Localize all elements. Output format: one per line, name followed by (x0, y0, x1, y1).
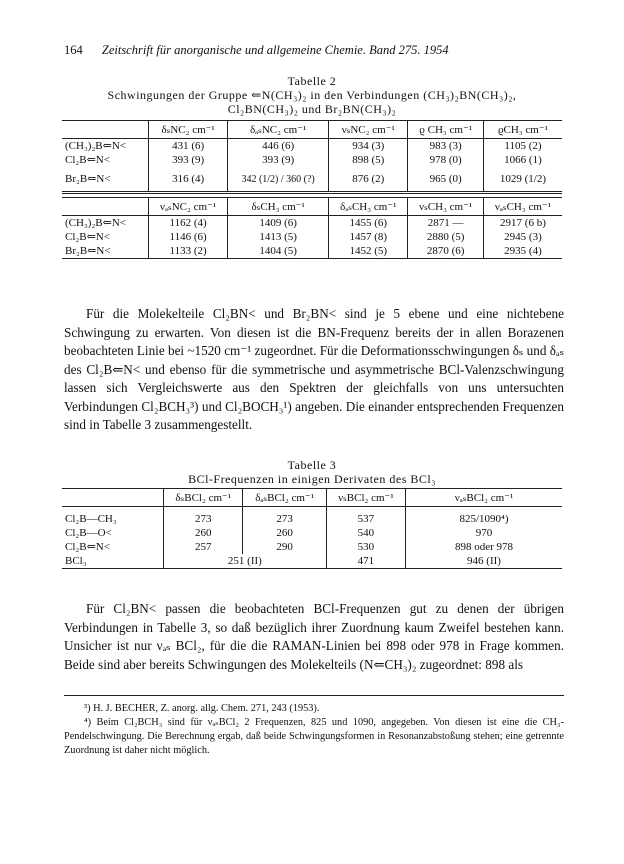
table2-title: Tabelle 2 (287, 74, 337, 88)
table-row (62, 526, 562, 540)
table2-r2-0-3: 1455 (6) (329, 216, 408, 231)
table3-r0-4: 825/1090⁴) (459, 513, 509, 525)
table-row (62, 167, 562, 193)
table3-r3-0: BCl₃ (62, 554, 164, 569)
footnote-3: ³) H. J. BECHER, Z. anorg. allg. Chem. 271, 243 (1953). (84, 703, 320, 714)
paragraph-2 (64, 600, 564, 674)
table2-r1-1-2: 393 (9) (228, 153, 329, 167)
table3-r2-0: Cl₂B⇐N< (62, 540, 164, 554)
table2-caption-line2: Cl₂BN(CH₃)₂ und Br₂BN(CH₃)₂ (227, 102, 397, 116)
table3-h-0 (62, 489, 164, 507)
table2-r2-2-4: 2870 (6) (408, 244, 483, 259)
table2-r1-2-4: 965 (0) (408, 167, 483, 193)
journal-title: Zeitschrift für anorganische und allgemeine Chemie. Band 275. 1954 (101, 43, 449, 57)
table3-r2-3: 530 (326, 540, 405, 554)
table2-r2-1-1: 1146 (6) (149, 230, 228, 244)
table2-r2-1-4: 2880 (5) (408, 230, 483, 244)
table2-h2-0 (62, 198, 149, 216)
table2-r2-0-1: 1162 (4) (149, 216, 228, 231)
table2-r2-2-2: 1404 (5) (228, 244, 329, 259)
table2-h2-3: δₐₛCH₃ cm⁻¹ (329, 198, 408, 216)
table3-title: Tabelle 3 (287, 458, 337, 472)
table2-r2-1-3: 1457 (8) (329, 230, 408, 244)
table2-r2-2-1: 1133 (2) (149, 244, 228, 259)
table3-r1-2: 260 (243, 526, 326, 540)
running-header (64, 43, 564, 58)
table3-h-3: νₛBCl₂ cm⁻¹ (326, 489, 405, 507)
table-row (62, 554, 562, 569)
table2-r1-1-0: Cl₂B⇐N< (62, 153, 149, 167)
table2-h2-4: νₛCH₃ cm⁻¹ (408, 198, 483, 216)
table2-r1-2-1: 316 (4) (149, 167, 228, 193)
table3-r1-3: 540 (326, 526, 405, 540)
table2-r1-2-0: Br₂B⇐N< (62, 167, 149, 193)
table2-header-row-2 (62, 198, 562, 216)
table2-h1-2: δₐₛNC₂ cm⁻¹ (228, 121, 329, 139)
table3-r3-4: 946 (II) (406, 554, 563, 569)
table2-r1-0-3: 934 (3) (329, 139, 408, 154)
footnote-4: ⁴) Beim Cl₂BCH₃ sind für νₐₛBCl₂ 2 Frequenzen, 825 und 1090, angegeben. Von diesen ist eine die CH₃-Pendelschwingung. Die Berechnung ergab, daß beide Schwingungsformen in Resonanzabstoßung stehen; eine getrennte Zuordnung ist daher nicht möglich. (64, 717, 564, 756)
table2-r2-1-0: Cl₂B⇐N< (62, 230, 149, 244)
paragraph-2-text: Für Cl₂BN< passen die beobachteten BCl-Frequenzen gut zu denen der übrigen Verbindungen in Tabelle 3, so daß bezüglich ihrer Zuordnung kaum Zweifel bestehen kann. Unsicher ist nur νₐₛ BCl₂, für die die RAMAN-Linien bei 898 oder 978 in Frage kommen. Beide sind aber bereits Schwingungen des Molekelteils (N⇐CH₃)₂ zugeordnet: 898 als (64, 601, 564, 672)
table-row (62, 507, 562, 527)
table3-r2-2: 290 (243, 540, 326, 554)
table2-r1-0-4: 983 (3) (408, 139, 483, 154)
table3-h-4: νₐₛBCl₂ cm⁻¹ (406, 489, 563, 507)
table2-h1-3: νₛNC₂ cm⁻¹ (329, 121, 408, 139)
table3-r2-4: 898 oder 978 (454, 541, 514, 553)
table2-r2-2-3: 1452 (5) (329, 244, 408, 259)
table-row (62, 216, 562, 231)
table-row (62, 153, 562, 167)
table2-r2-0-4: 2871 — (408, 216, 483, 231)
footnotes (64, 702, 564, 758)
table2-r1-1-3: 898 (5) (329, 153, 408, 167)
table2-r1-0-0: (CH₃)₂B⇐N< (62, 139, 149, 154)
table3-caption: BCl-Frequenzen in einigen Derivaten des BCl₃ (188, 472, 436, 486)
table2-r2-1-5: 2945 (3) (504, 231, 542, 243)
paragraph-1 (64, 305, 564, 435)
table-row (62, 230, 562, 244)
table3-r0-3: 537 (326, 507, 405, 527)
table3-header-row (62, 489, 562, 507)
table3 (62, 488, 562, 569)
table2-r1-2-3: 876 (2) (329, 167, 408, 193)
table2-r1-2-2: 342 (1/2) / 360 (?) (228, 167, 329, 193)
footnote-rule (64, 695, 564, 696)
table-row (62, 244, 562, 259)
table2-h1-1: δₛNC₂ cm⁻¹ (149, 121, 228, 139)
table2-r1-1-4: 978 (0) (408, 153, 483, 167)
table2-caption-line1: Schwingungen der Gruppe ⇐N(CH₃)₂ in den Verbindungen (CH₃)₂BN(CH₃)₂, (107, 88, 517, 102)
table3-r2-1: 257 (164, 540, 243, 554)
table3-r0-0: Cl₂B—CH₃ (62, 507, 164, 527)
table3-r0-1: 273 (164, 507, 243, 527)
table2-h1-5: ϱCH₃ cm⁻¹ (483, 121, 562, 139)
table3-h-1: δₛBCl₂ cm⁻¹ (164, 489, 243, 507)
table3-h-2: δₐₛBCl₂ cm⁻¹ (243, 489, 326, 507)
table-row (62, 540, 562, 554)
table2-h2-5: νₐₛCH₃ cm⁻¹ (483, 198, 562, 216)
table2-r2-2-0: Br₂B⇐N< (62, 244, 149, 259)
table2 (62, 120, 562, 259)
table2-r2-2-5: 2935 (4) (483, 244, 562, 259)
table2-r2-0-0: (CH₃)₂B⇐N< (62, 216, 149, 231)
table2-r1-0-1: 431 (6) (149, 139, 228, 154)
page-number: 164 (64, 43, 83, 57)
table2-r1-1-5: 1066 (1) (504, 154, 542, 166)
table2-h2-2: δₛCH₃ cm⁻¹ (228, 198, 329, 216)
table3-r3-1: 251 (II) (164, 554, 327, 569)
table2-r2-0-5: 2917 (6 b) (500, 217, 546, 229)
table3-r1-1: 260 (164, 526, 243, 540)
table3-r1-0: Cl₂B—O< (62, 526, 164, 540)
table2-h1-4: ϱ CH₃ cm⁻¹ (408, 121, 483, 139)
table3-r1-4: 970 (475, 527, 493, 539)
table2-h2-1: νₐₛNC₂ cm⁻¹ (149, 198, 228, 216)
paragraph-1-text: Für die Molekelteile Cl₂BN< und Br₂BN< sind je 5 ebene und eine nichtebene Schwingung zu erwarten. Von diesen ist die BN-Frequenz bereits der in allen Borazenen beobachteten Linie bei ~1520 cm⁻¹ zugeordnet. Für die Deformationsschwingungen δₛ und δₐₛ des Cl₂B⇐N< und ebenso für die symmetrische und asymmetrische BCl-Valenzschwingung lassen sich Vergleichswerte aus den Spektren der gleichfalls von uns untersuchten Verbindungen Cl₂BCH₃³) und Cl₂BOCH₃¹) angeben. Die einander entsprechenden Frequenzen sind in Tabelle 3 zusammengestellt. (64, 306, 565, 432)
table2-header-row-1 (62, 121, 562, 139)
table3-r0-2: 273 (243, 507, 326, 527)
table-row (62, 139, 562, 154)
table2-r1-2-5: 1029 (1/2) (499, 173, 547, 185)
table2-r2-1-2: 1413 (5) (228, 230, 329, 244)
table2-r1-0-2: 446 (6) (228, 139, 329, 154)
table2-r2-0-2: 1409 (6) (228, 216, 329, 231)
table2-r1-1-1: 393 (9) (149, 153, 228, 167)
table2-r1-0-5: 1105 (2) (504, 140, 542, 152)
table2-h1-0 (62, 121, 149, 139)
table3-r3-3: 471 (326, 554, 405, 569)
